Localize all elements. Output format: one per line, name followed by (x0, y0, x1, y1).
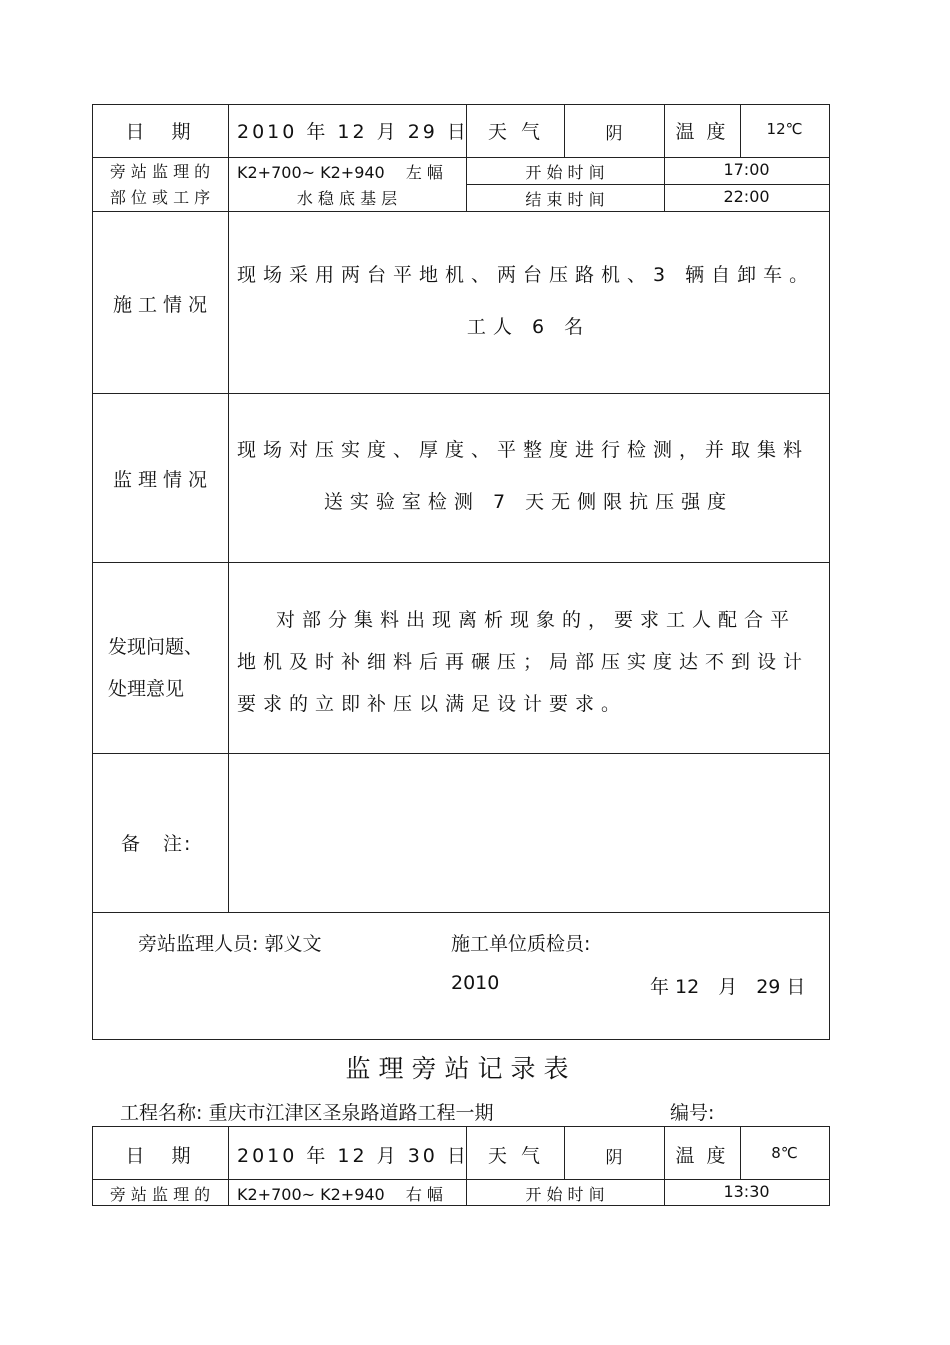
construction-line-2: 工人 6 名 (466, 316, 591, 338)
end-time-label: 结 束 时 间 (525, 190, 605, 209)
start-time-label: 开 始 时 间 (525, 1185, 605, 1204)
table-border (829, 1126, 830, 1206)
supervision-line-1: 现场对压实度、厚度、平整度进行检测，并取集料 (237, 439, 810, 461)
table-border (92, 562, 830, 563)
construction-line-1: 现场采用两台平地机、两台压路机、3 辆自卸车。 (237, 264, 816, 286)
temperature-value: 12℃ (766, 120, 803, 138)
sign-year: 2010 (451, 972, 500, 994)
issues-label-line-1: 发现问题、 (108, 636, 204, 658)
table-border (92, 1039, 830, 1040)
table-border (92, 912, 830, 913)
location-value-line-1: K2+700~ K2+940 右 幅 (237, 1185, 443, 1204)
issues-label-line-2: 处理意见 (108, 678, 185, 700)
issues-line-1: 对部分集料出现离析现象的，要求工人配合平 (276, 609, 797, 631)
inspector-label: 施工单位质检员: (451, 933, 591, 955)
date-label: 日 期 (125, 1145, 195, 1167)
construction-label: 施 工 情 况 (112, 294, 208, 316)
remarks-label: 备 注: (121, 833, 193, 855)
temperature-label: 温 度 (675, 1145, 729, 1167)
table-border (829, 104, 830, 1040)
table-border (92, 211, 830, 212)
table-border (92, 753, 830, 754)
issues-line-2: 地机及时补细料后再碾压；局部压实度达不到设计 (237, 651, 810, 673)
form-title: 监理旁站记录表 (345, 1054, 577, 1083)
start-time-value: 17:00 (723, 160, 770, 179)
table-border (92, 1179, 830, 1180)
location-label-line-1: 旁 站 监 理 的 (109, 162, 211, 181)
table-border (92, 393, 830, 394)
temperature-value: 8℃ (771, 1144, 798, 1162)
table-border (92, 1126, 830, 1127)
table-border (92, 104, 93, 1040)
table-border (228, 1126, 229, 1206)
table-border (466, 184, 830, 185)
location-label-line-1: 旁 站 监 理 的 (109, 1185, 211, 1204)
issues-line-3: 要求的立即补压以满足设计要求。 (237, 693, 628, 715)
weather-label: 天 气 (488, 121, 545, 143)
location-label-line-2: 部 位 或 工 序 (109, 188, 211, 207)
supervisor-name: 旁站监理人员: 郭义文 (138, 933, 322, 955)
location-value-line-1: K2+700~ K2+940 左 幅 (237, 163, 443, 182)
end-time-value: 22:00 (723, 187, 770, 206)
weather-value: 阴 (605, 124, 623, 144)
date-value: 2010 年 12 月 30 日 (237, 1145, 469, 1167)
date-label: 日 期 (125, 121, 195, 143)
sign-date: 年 12 月 29 日 (650, 976, 806, 998)
temperature-label: 温 度 (675, 121, 729, 143)
location-value-line-2: 水 稳 底 基 层 (296, 189, 398, 208)
start-time-label: 开 始 时 间 (525, 163, 605, 182)
date-value: 2010 年 12 月 29 日 (237, 121, 469, 143)
number-label: 编号: (670, 1102, 715, 1124)
table-border (92, 104, 830, 105)
start-time-value: 13:30 (723, 1182, 770, 1201)
project-name: 工程名称: 重庆市江津区圣泉路道路工程一期 (120, 1102, 494, 1124)
weather-label: 天 气 (488, 1145, 545, 1167)
table-border (92, 1205, 830, 1206)
weather-value: 阴 (605, 1148, 623, 1168)
supervision-label: 监 理 情 况 (112, 469, 208, 491)
supervision-line-2: 送实验室检测 7 天无侧限抗压强度 (323, 491, 734, 513)
